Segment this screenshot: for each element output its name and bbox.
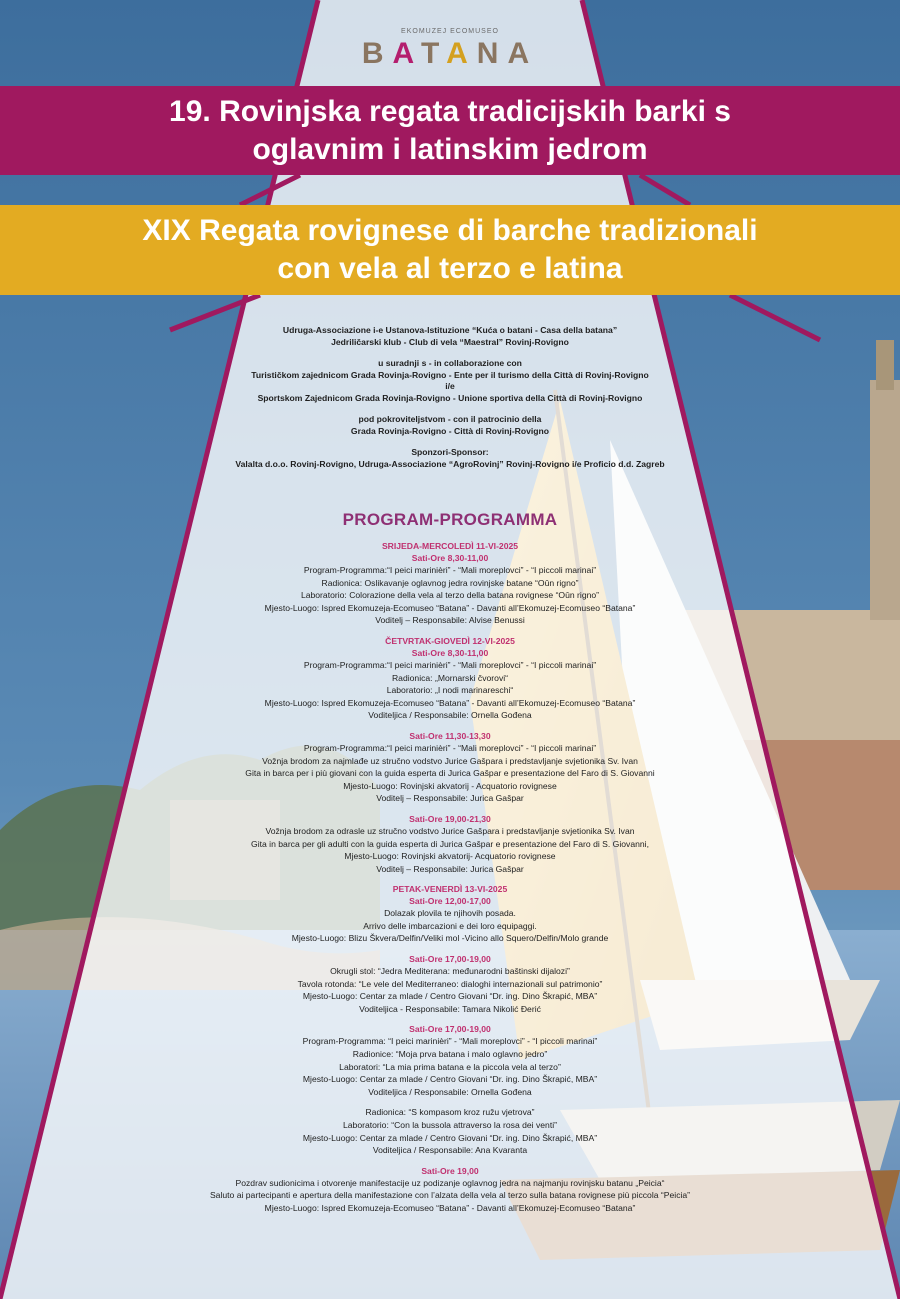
organizer-line: Sportskom Zajednicom Grada Rovinja-Rovigno - Unione sportiva della Città di Rovinj-Rovigno xyxy=(257,392,643,403)
title-croatian-line: 19. Rovinjska regata tradicijskih barki s xyxy=(169,95,731,128)
event-line: Voditeljica / Responsabile: Ornella Gođena xyxy=(368,710,532,721)
event-line: Mjesto-Luogo: Rovinjski akvatorij- Acquatorio rovignese xyxy=(344,851,556,862)
event-line: Voditeljica - Responsabile: Tamara Nikolić Đerić xyxy=(359,1003,541,1014)
event-line: Radionica: „Mornarski čvorovi“ xyxy=(391,672,509,683)
event-line: Laboratori: “La mia prima batana e la piccola vela al terzo” xyxy=(339,1061,561,1072)
event-time: Sati-Ore 17,00-19,00 xyxy=(409,954,491,965)
organizer-line: i/e xyxy=(445,381,455,391)
event-time: Sati-Ore 12,00-17,00 xyxy=(409,896,491,907)
program-content xyxy=(130,325,770,1223)
event-line: Gita in barca per i più giovani con la guida esperta di Jurica Gašpar e presentazione del Faro di S. Giovanni xyxy=(245,768,655,779)
organizer-line: Udruga-Associazione i-e Ustanova-Istituzione “Kuća o batani - Casa della batana” xyxy=(282,325,618,335)
title-croatian-line: oglavnim i latinskim jedrom xyxy=(252,133,648,166)
event-line: Laboratorio: „I nodi marinareschi“ xyxy=(386,685,514,696)
event-line: Tavola rotonda: “Le vele del Mediterraneo: dialoghi internazionali sul patrimonio” xyxy=(297,978,603,989)
event-block xyxy=(130,1165,770,1215)
day-heading: PETAK-VENERDÌ 13-VI-2025 xyxy=(392,884,508,895)
logo-letter: T xyxy=(421,37,447,70)
organizers-block xyxy=(130,325,770,470)
day-block xyxy=(130,635,770,722)
logo-wordmark xyxy=(0,37,900,71)
event-time: Sati-Ore 19,00-21,30 xyxy=(409,813,491,824)
event-time: Sati-Ore 17,00-19,00 xyxy=(409,1024,491,1035)
event-line: Program-Programma:“I peici marinièri” - “Mali moreplovci” - “I piccoli marinai” xyxy=(303,659,597,670)
event-line: Mjesto-Luogo: Centar za mlade / Centro Giovani “Dr. ing. Dino Škrapić, MBA” xyxy=(302,991,598,1002)
event-line: Vožnja brodom za najmlađe uz stručno vodstvo Jurice Gašpara i predstavljanje svjetionika Sv. Ivan xyxy=(262,755,638,766)
event-time: Sati-Ore 19,00 xyxy=(421,1165,479,1176)
logo-letter: A xyxy=(446,37,477,70)
program-title: PROGRAM-PROGRAMMA xyxy=(342,510,558,529)
sponsor-line: Valalta d.o.o. Rovinj-Rovigno, Udruga-Associazione “AgroRovinj” Rovinj-Rovigno i/e Proficio d.d. Zagreb xyxy=(235,458,665,469)
event-line: Okrugli stol: “Jedra Mediterana: međunarodni baštinski dijalozi” xyxy=(330,966,570,977)
event-line: Gita in barca per gli adulti con la guida esperta di Jurica Gašpar e presentazione del Faro di S. Giovanni, xyxy=(251,838,649,849)
batana-logo xyxy=(0,28,900,71)
logo-letter: B xyxy=(361,37,393,70)
event-block xyxy=(130,730,770,805)
event-line: Arrivo delle imbarcazioni e dei loro equipaggi. xyxy=(363,920,537,931)
event-line: Dolazak plovila te njihovih posada. xyxy=(384,908,516,919)
title-croatian-band xyxy=(0,86,900,175)
event-line: Radionica: Oslikavanje oglavnog jedra rovinjske batane “Oûn rigno” xyxy=(321,577,579,588)
event-line: Program-Programma:“I peici marinièri” - “Mali moreplovci” - “I piccoli marinai” xyxy=(303,565,597,575)
organizer-line: Grada Rovinja-Rovigno - Città di Rovinj-Rovigno xyxy=(350,425,550,436)
event-line: Mjesto-Luogo: Centar za mlade / Centro Giovani “Dr. ing. Dino Škrapić, MBA” xyxy=(302,1074,598,1085)
event-time: Sati-Ore 8,30-11,00 xyxy=(411,647,489,658)
event-line: Vožnja brodom za odrasle uz stručno vodstvo Jurice Gašpara i predstavljanje svjetionika Sv. Ivan xyxy=(265,825,635,836)
event-line: Mjesto-Luogo: Ispred Ekomuzeja-Ecomuseo “Batana” - Davanti all’Ekomuzej-Ecomuseo “Batana” xyxy=(264,697,636,708)
day-heading: SRIJEDA-MERCOLEDÌ 11-VI-2025 xyxy=(381,541,519,551)
event-line: Voditelj – Responsabile: Jurica Gašpar xyxy=(376,863,524,874)
event-line: Saluto ai partecipanti e apertura della manifestazione con l’alzata della vela al terzo sulla batana rovignese più piccola “Peicia” xyxy=(209,1190,691,1201)
event-line: Mjesto-Luogo: Ispred Ekomuzeja-Ecomuseo “Batana” - Davanti all’Ekomuzej-Ecomuseo “Batana” xyxy=(264,602,636,613)
day-heading: ČETVRTAK-GIOVEDÌ 12-VI-2025 xyxy=(385,635,515,646)
organizer-line: Turističkom zajednicom Grada Rovinja-Rovigno - Ente per il turismo della Città di Rovinj-Rovigno xyxy=(251,369,649,380)
event-line: Radionica: “S kompasom kroz ružu vjetrova” xyxy=(365,1107,535,1118)
event-line: Voditeljica / Responsabile: Ornella Gođena xyxy=(368,1086,532,1097)
title-italian-line: XIX Regata rovignese di barche tradizionali xyxy=(142,214,758,247)
event-line: Laboratorio: Colorazione della vela al terzo della batana rovignese “Oûn rigno” xyxy=(300,590,600,601)
logo-letter: A xyxy=(392,37,421,70)
event-line: Voditelj – Responsabile: Jurica Gašpar xyxy=(376,793,524,804)
event-time: Sati-Ore 8,30-11,00 xyxy=(411,553,489,563)
event-line: Radionice: “Moja prva batana i malo oglavno jedro” xyxy=(352,1049,548,1060)
event-line: Pozdrav sudionicima i otvorenje manifestacije uz podizanje oglavnog jedra na najmanju rovinjsku batanu „Peicia“ xyxy=(235,1177,665,1188)
event-line: Mjesto-Luogo: Ispred Ekomuzeja-Ecomuseo “Batana” - Davanti all’Ekomuzej-Ecomuseo “Batana” xyxy=(264,1202,636,1213)
day-block xyxy=(130,540,770,627)
sponsor-label: Sponzori-Sponsor: xyxy=(411,447,489,457)
event-block xyxy=(130,813,770,875)
title-italian-band xyxy=(0,205,900,295)
event-line: Voditeljica / Responsabile: Ana Kvaranta xyxy=(372,1145,528,1156)
event-line: Voditelj – Responsabile: Alvise Benussi xyxy=(375,615,525,626)
event-line: Program-Programma:“I peici marinièri” - “Mali moreplovci” - “I piccoli marinai” xyxy=(303,742,597,753)
event-block xyxy=(130,1023,770,1098)
event-block xyxy=(130,953,770,1015)
event-block xyxy=(130,1106,770,1156)
organizer-line: u suradnji s - in collaborazione con xyxy=(378,358,522,368)
organizer-line: Jedriličarski klub - Club di vela “Maestral” Rovinj-Rovigno xyxy=(331,336,569,347)
event-time: Sati-Ore 11,30-13,30 xyxy=(409,730,491,741)
event-line: Mjesto-Luogo: Blizu Škvera/Delfin/Veliki mol -Vicino allo Squero/Delfin/Molo grande xyxy=(291,933,609,944)
logo-subtitle: EKOMUZEJ ECOMUSEO xyxy=(401,28,499,35)
event-line: Mjesto-Luogo: Rovinjski akvatorij - Acquatorio rovignese xyxy=(343,780,557,791)
organizer-line: pod pokroviteljstvom - con il patrocinio della xyxy=(358,414,542,424)
event-line: Program-Programma: “I peici marinièri” - “Mali moreplovci” - “I piccoli marinai” xyxy=(302,1036,598,1047)
event-line: Laboratorio: “Con la bussola attraverso la rosa dei venti” xyxy=(342,1120,557,1130)
day-block xyxy=(130,883,770,945)
event-line: Mjesto-Luogo: Centar za mlade / Centro Giovani “Dr. ing. Dino Škrapić, MBA” xyxy=(302,1132,598,1143)
logo-letter: NA xyxy=(476,37,539,70)
title-italian-line: con vela al terzo e latina xyxy=(277,252,623,285)
